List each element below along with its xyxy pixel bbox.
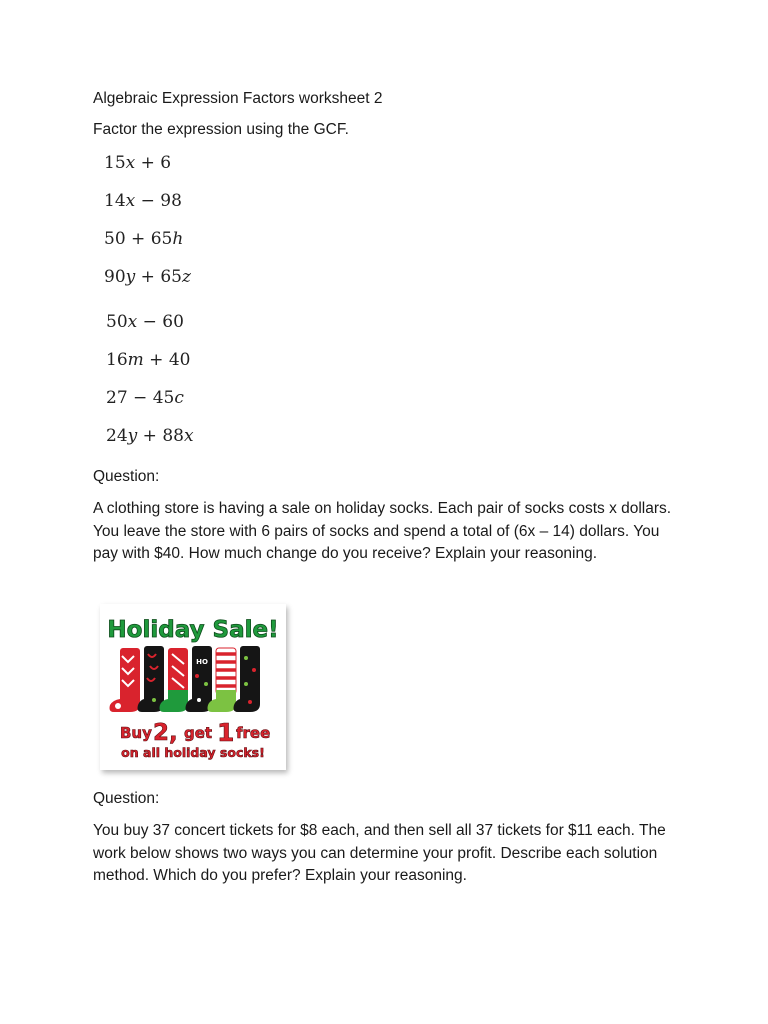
holiday-sale-image [100,604,286,770]
holiday-sale-graphic [100,604,286,770]
worksheet-title: Algebraic Expression Factors worksheet 2 [93,90,383,107]
expression-2: 14x − 98 [104,191,182,211]
sale-headline: Holiday Sale! [107,617,279,643]
expression-5: 50x − 60 [106,312,184,332]
instruction-text: Factor the expression using the GCF. [93,121,349,138]
promo-two: 2, [153,720,178,746]
expression-8: 24y + 88x [106,426,194,446]
question-1-label: Question: [93,468,160,485]
promo-free: free [236,724,271,742]
question-1-text: A clothing store is having a sale on holiday socks. Each pair of socks costs x dollars. You leave the store with 6 pairs of socks and spend a total of (6x – 14) dollars. You pay with $40. How much change do you receive? Explain your reasoning. [93,500,672,562]
sock-4-text: HO [196,658,208,666]
expression-1: 15x + 6 [104,153,172,173]
promo-line-2: on all holiday socks! [121,745,265,760]
expression-3: 50 + 65h [104,229,184,249]
promo-buy: Buy [120,724,152,742]
question-2-label: Question: [93,790,160,807]
promo-one: 1 [217,718,235,747]
question-2-text: You buy 37 concert tickets for $8 each, and then sell all 37 tickets for $11 each. The work below shows two ways you can determine your profit. Describe each solution method. Which do you prefer? Explain your reasoning. [93,822,666,884]
promo-get: get [184,724,213,742]
expression-7: 27 − 45c [106,388,184,408]
expression-4: 90y + 65z [104,267,191,287]
expression-6: 16m + 40 [106,350,191,370]
